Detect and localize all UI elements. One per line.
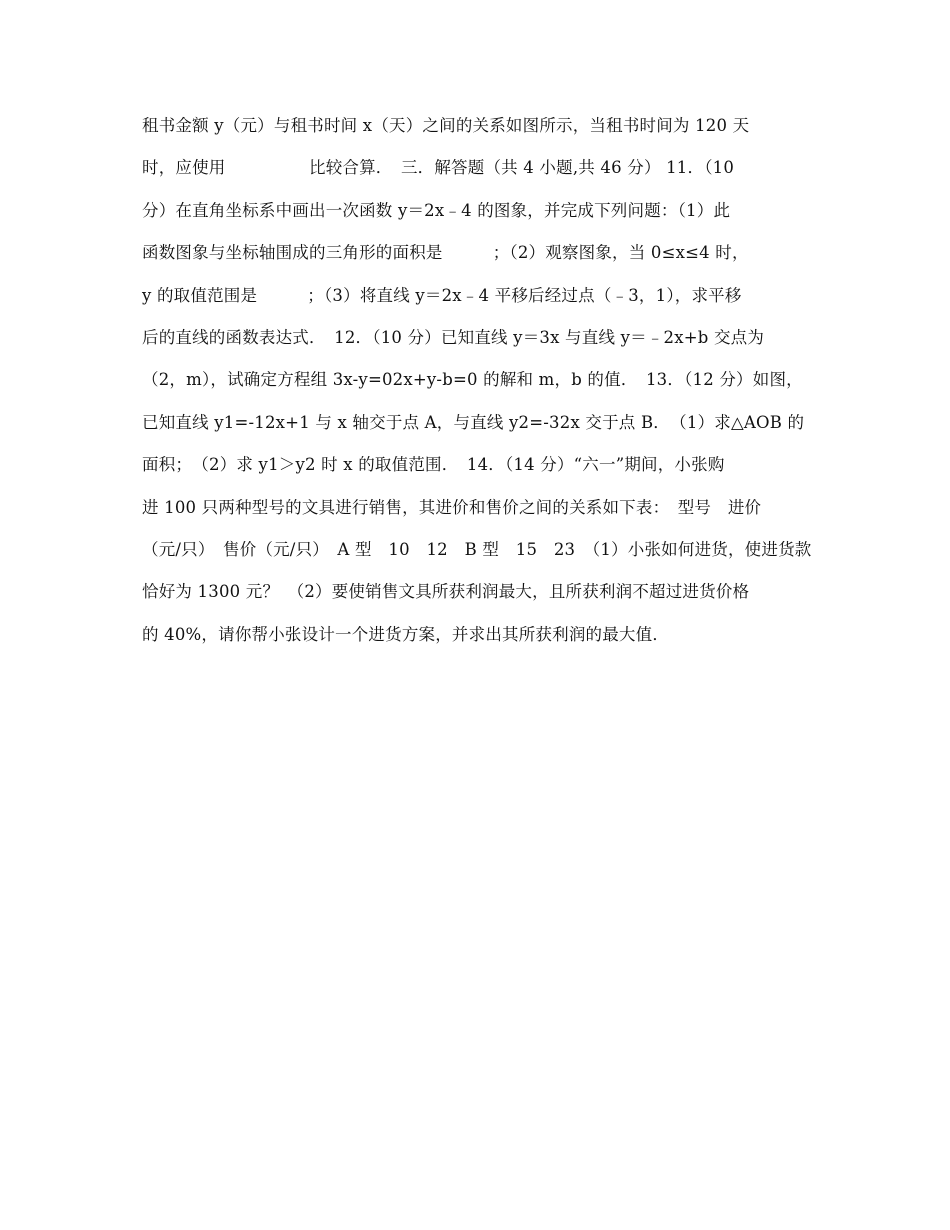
text-line: 后的直线的函数表达式． 12．（10 分）已知直线 y＝3x 与直线 y＝﹣2x+b 交点为 xyxy=(142,327,765,347)
text-line: （元/只） 售价（元/只） A 型 10 12 B 型 15 23 （1）小张如何进货，使进货款 xyxy=(142,539,812,559)
text-line: 进 100 只两种型号的文具进行销售，其进价和售价之间的关系如下表： 型号 进价 xyxy=(142,497,762,517)
text-line: 已知直线 y1=-12x+1 与 x 轴交于点 A，与直线 y2=-32x 交于点 B． （1）求△AOB 的 xyxy=(142,412,805,432)
text-line: 分）在直角坐标系中画出一次函数 y＝2x﹣4 的图象，并完成下列问题：（1）此 xyxy=(142,200,731,220)
text-line: y 的取值范围是 ；（3）将直线 y＝2x﹣4 平移后经过点（﹣3，1），求平移 xyxy=(142,285,742,305)
text-line: 恰好为 1300 元？ （2）要使销售文具所获利润最大，且所获利润不超过进货价格 xyxy=(142,582,750,602)
text-line: 租书金额 y（元）与租书时间 x（天）之间的关系如图所示，当租书时间为 120 天 xyxy=(142,116,750,135)
text-line: 时，应使用 比较合算． 三．解答题（共 4 小题,共 46 分） 11．（10 xyxy=(142,158,735,178)
text-line: 面积； （2）求 y1＞y2 时 x 的取值范围． 14．（14 分）“六一”期间，小张购 xyxy=(142,455,725,475)
text-line: 函数图象与坐标轴围成的三角形的面积是 ；（2）观察图象，当 0≤x≤4 时， xyxy=(142,243,749,263)
text-line: （2，m），试确定方程组 3x-y=02x+y-b=0 的解和 m，b 的值． 13．（12 分）如图， xyxy=(142,370,803,390)
text-line: 的 40%，请你帮小张设计一个进货方案，并求出其所获利润的最大值． xyxy=(142,624,670,644)
problem-text-block xyxy=(142,110,822,661)
